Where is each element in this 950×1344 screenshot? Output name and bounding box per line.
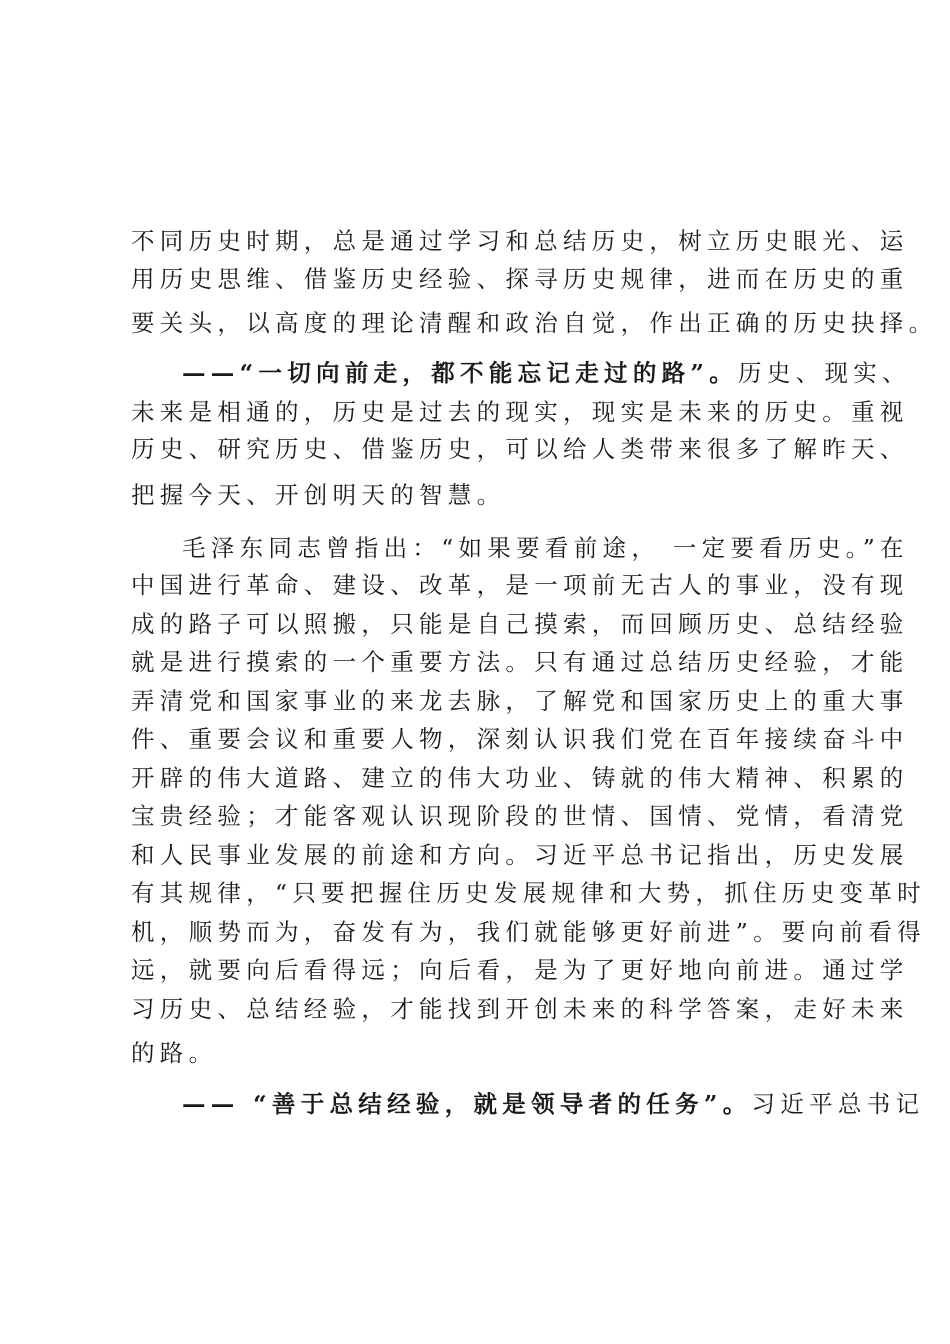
body-text: 习近平总书记 [751,1090,925,1118]
text-line: 开辟的伟大道路、建立的伟大功业、铸就的伟大精神、积累的 [131,764,909,792]
text-line: 远，就要向后看得远；向后看，是为了更好地向前进。通过学 [131,956,909,984]
text-line: 要关头，以高度的理论清醒和政治自觉，作出正确的历史抉择。 [131,309,938,337]
text-line: 用历史思维、借鉴历史经验、探寻历史规律，进而在历史的重 [131,265,909,293]
text-line: 的路。 [131,1039,218,1067]
text-line: 成的路子可以照搬，只能是自己摸索，而回顾历史、总结经验 [131,610,909,638]
text-line: 件、重要会议和重要人物，深刻认识我们党在百年接续奋斗中 [131,725,909,753]
text-line: 有其规律，“只要把握住历史发展规律和大势，抓住历史变革时 [131,879,926,907]
text-line: 宝贵经验；才能客观认识现阶段的世情、国情、党情，看清党 [131,802,909,830]
body-text: 历史、现实、 [738,359,911,387]
text-line: 习历史、总结经验，才能找到开创未来的科学答案，走好未来 [131,995,909,1023]
text-line: 未来是相通的，历史是过去的现实，现实是未来的历史。重视 [131,398,909,426]
text-line: 弄清党和国家事业的来龙去脉，了解党和国家历史上的重大事 [131,687,909,715]
text-line: 历史、研究历史、借鉴历史，可以给人类带来很多了解昨天、 [131,435,909,463]
text-line: 不同历史时期，总是通过学习和总结历史，树立历史眼光、运 [131,227,909,255]
text-line [182,358,911,388]
text-line: 机，顺势而为，奋发有为，我们就能够更好前进”。要向前看得 [131,918,926,946]
section-heading: ——“一切向前走，都不能忘记走过的路”。 [182,359,739,387]
text-line: 把握今天、开创明天的智慧。 [131,481,506,509]
text-line: 中国进行革命、建设、改革，是一项前无古人的事业，没有现 [131,571,909,599]
section-heading: —— “善于总结经验，就是领导者的任务”。 [182,1090,752,1118]
text-line [182,1089,925,1119]
text-line: 和人民事业发展的前途和方向。习近平总书记指出，历史发展 [131,841,909,869]
text-line: 就是进行摸索的一个重要方法。只有通过总结历史经验，才能 [131,648,909,676]
text-line: 毛泽东同志曾指出：“如果要看前途， 一定要看历史。”在 [182,534,909,562]
